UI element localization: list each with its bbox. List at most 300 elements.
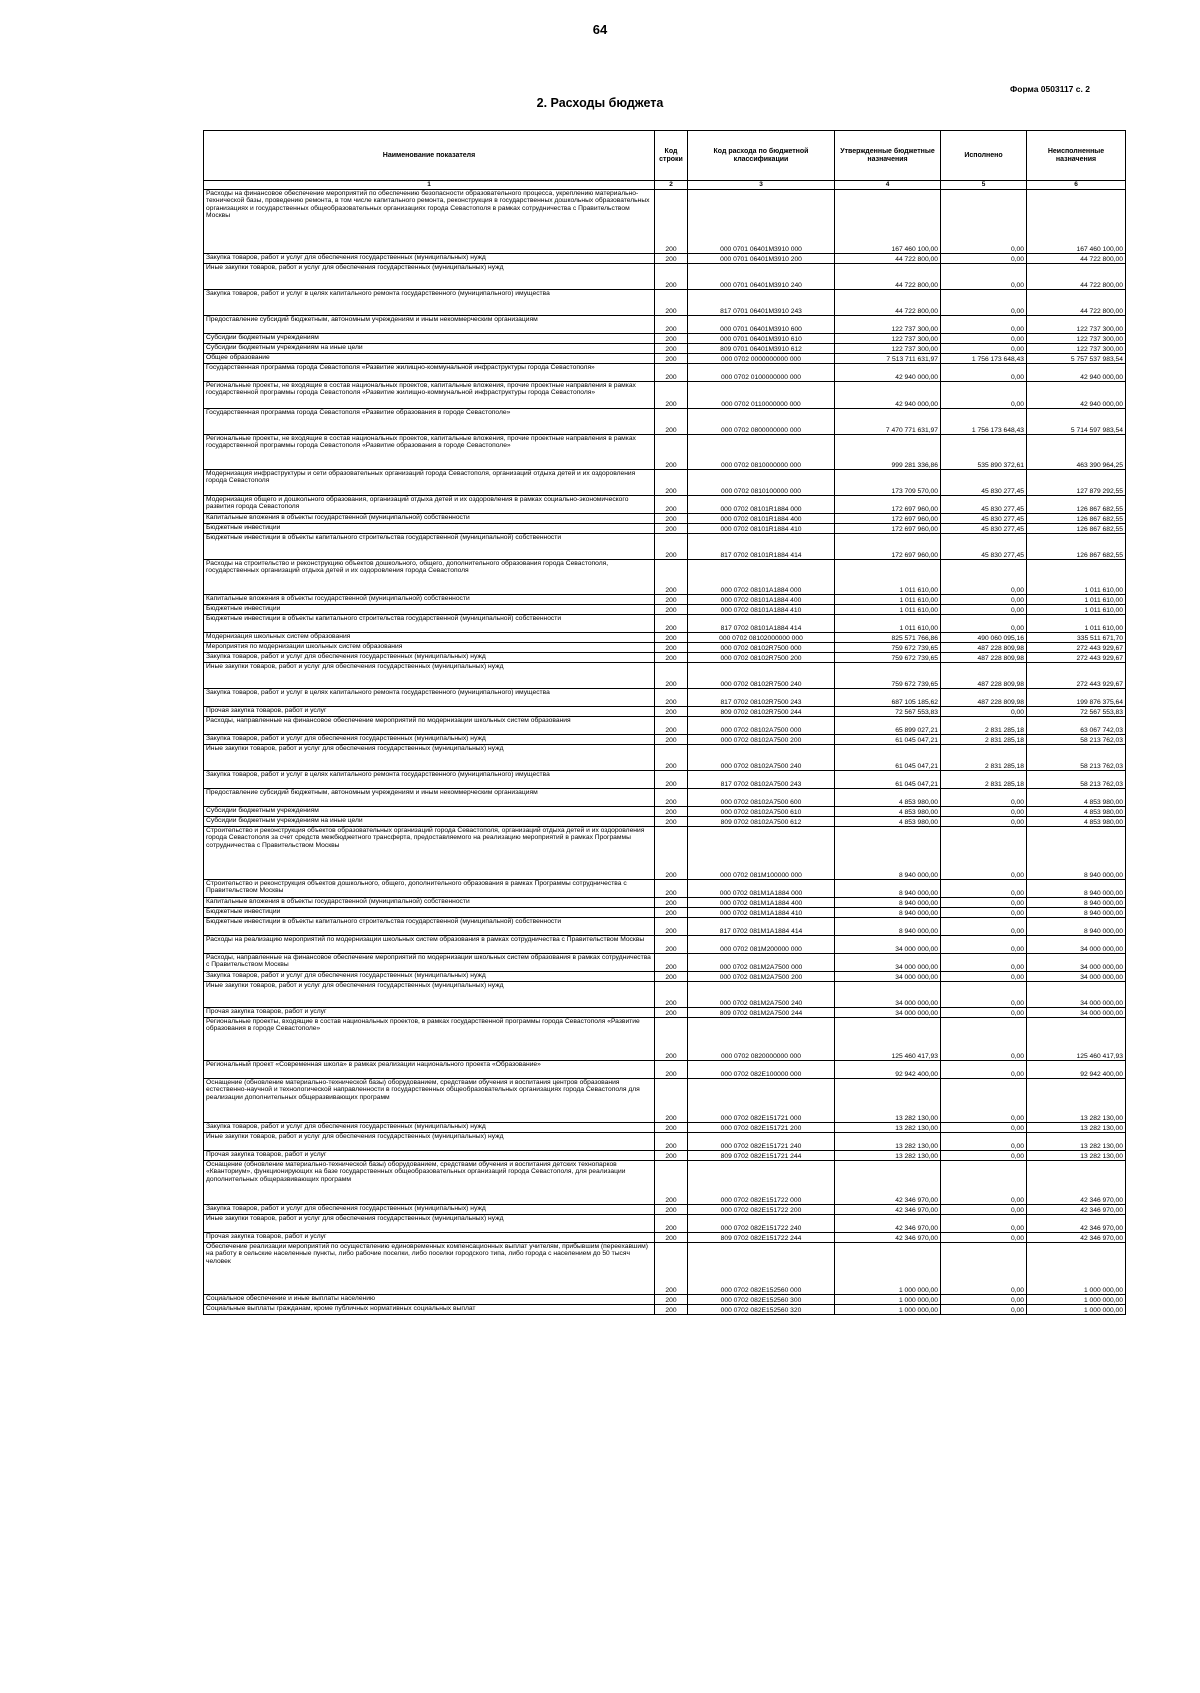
unexecuted-amount-cell: 463 390 964,25 xyxy=(1027,435,1126,470)
classification-code-cell: 000 0701 06401М3910 000 xyxy=(688,190,835,254)
executed-amount-cell: 2 831 285,18 xyxy=(941,745,1027,771)
table-row xyxy=(204,707,1126,717)
unexecuted-amount-cell: 4 853 980,00 xyxy=(1027,789,1126,807)
approved-amount-cell: 4 853 980,00 xyxy=(835,817,941,827)
classification-code-cell: 817 0702 08102A7500 243 xyxy=(688,771,835,789)
unexecuted-amount-cell: 122 737 300,00 xyxy=(1027,334,1126,344)
indicator-name-cell: Расходы на финансовое обеспечение мероприятий по обеспечению безопасности образовательного процесса, укреплению материально-технической базы, проведению ремонта, в том числе капитального ремонта, реконструкция в государственных дошкольных образовательных организациях и государственных общеобразовательных организациях города Севастополя в рамках сотрудничества с Правительством Москвы xyxy=(204,190,655,254)
executed-amount-cell: 0,00 xyxy=(941,827,1027,880)
unexecuted-amount-cell: 44 722 800,00 xyxy=(1027,290,1126,316)
classification-code-cell: 000 0701 06401М3910 600 xyxy=(688,316,835,334)
classification-code-cell: 817 0701 06401М3910 243 xyxy=(688,290,835,316)
executed-amount-cell: 0,00 xyxy=(941,908,1027,918)
column-header-name: Наименование показателя xyxy=(204,131,655,181)
indicator-name-cell: Расходы, направленные на финансовое обеспечение мероприятий по модернизации школьных систем образования в рамках сотрудничества с Правительством Москвы xyxy=(204,954,655,972)
approved-amount-cell: 825 571 766,86 xyxy=(835,633,941,643)
table-row xyxy=(204,470,1126,496)
line-code-cell: 200 xyxy=(655,789,688,807)
executed-amount-cell: 0,00 xyxy=(941,817,1027,827)
executed-amount-cell: 0,00 xyxy=(941,264,1027,290)
unexecuted-amount-cell: 8 940 000,00 xyxy=(1027,908,1126,918)
unexecuted-amount-cell: 8 940 000,00 xyxy=(1027,827,1126,880)
executed-amount-cell: 0,00 xyxy=(941,1305,1027,1315)
line-code-cell: 200 xyxy=(655,954,688,972)
indicator-name-cell: Государственная программа города Севастополя «Развитие жилищно-коммунальной инфраструктуры города Севастополя» xyxy=(204,364,655,382)
classification-code-cell: 000 0702 082E100000 000 xyxy=(688,1061,835,1079)
indicator-name-cell: Иные закупки товаров, работ и услуг для обеспечения государственных (муниципальных) нужд xyxy=(204,982,655,1008)
line-code-cell: 200 xyxy=(655,334,688,344)
indicator-name-cell: Закупка товаров, работ и услуг для обеспечения государственных (муниципальных) нужд xyxy=(204,653,655,663)
approved-amount-cell: 1 011 610,00 xyxy=(835,560,941,595)
approved-amount-cell: 13 282 130,00 xyxy=(835,1151,941,1161)
budget-rows xyxy=(204,190,1126,1315)
executed-amount-cell: 0,00 xyxy=(941,382,1027,409)
classification-code-cell: 000 0702 08102A7500 610 xyxy=(688,807,835,817)
executed-amount-cell: 0,00 xyxy=(941,344,1027,354)
executed-amount-cell: 535 890 372,61 xyxy=(941,435,1027,470)
line-code-cell: 200 xyxy=(655,663,688,689)
line-code-cell: 200 xyxy=(655,689,688,707)
unexecuted-amount-cell: 126 867 682,55 xyxy=(1027,496,1126,514)
indicator-name-cell: Общее образование xyxy=(204,354,655,364)
column-number: 1 xyxy=(204,181,655,190)
indicator-name-cell: Расходы на строительство и реконструкцию объектов дошкольного, общего, дополнительного образования города Севастополя, государственных организаций отдыха детей и их оздоровления города Севастополя xyxy=(204,560,655,595)
table-row xyxy=(204,745,1126,771)
approved-amount-cell: 13 282 130,00 xyxy=(835,1123,941,1133)
executed-amount-cell: 0,00 xyxy=(941,1061,1027,1079)
indicator-name-cell: Расходы на реализацию мероприятий по модернизации школьных систем образования в рамках сотрудничества с Правительством Москвы xyxy=(204,936,655,954)
unexecuted-amount-cell: 34 000 000,00 xyxy=(1027,982,1126,1008)
table-row xyxy=(204,653,1126,663)
classification-code-cell: 000 0701 06401М3910 610 xyxy=(688,334,835,344)
table-row xyxy=(204,717,1126,735)
executed-amount-cell: 0,00 xyxy=(941,1161,1027,1205)
line-code-cell: 200 xyxy=(655,1133,688,1151)
approved-amount-cell: 759 672 739,65 xyxy=(835,663,941,689)
executed-amount-cell: 2 831 285,18 xyxy=(941,735,1027,745)
line-code-cell: 200 xyxy=(655,717,688,735)
classification-code-cell: 000 0702 08102A7500 600 xyxy=(688,789,835,807)
indicator-name-cell: Государственная программа города Севастополя «Развитие образования в городе Севастополе» xyxy=(204,409,655,435)
indicator-name-cell: Региональные проекты, входящие в состав национальных проектов, в рамках государственной программы города Севастополя «Развитие образования в городе Севастополе» xyxy=(204,1018,655,1061)
approved-amount-cell: 1 011 610,00 xyxy=(835,595,941,605)
approved-amount-cell: 34 000 000,00 xyxy=(835,972,941,982)
classification-code-cell: 000 0701 06401М3910 240 xyxy=(688,264,835,290)
table-row xyxy=(204,643,1126,653)
executed-amount-cell: 0,00 xyxy=(941,364,1027,382)
unexecuted-amount-cell: 58 213 762,03 xyxy=(1027,771,1126,789)
line-code-cell: 200 xyxy=(655,1205,688,1215)
approved-amount-cell: 7 513 711 631,97 xyxy=(835,354,941,364)
executed-amount-cell: 0,00 xyxy=(941,807,1027,817)
table-row xyxy=(204,1305,1126,1315)
table-row xyxy=(204,254,1126,264)
classification-code-cell: 000 0702 081M2A7500 240 xyxy=(688,982,835,1008)
table-row xyxy=(204,1215,1126,1233)
unexecuted-amount-cell: 8 940 000,00 xyxy=(1027,918,1126,936)
approved-amount-cell: 1 011 610,00 xyxy=(835,605,941,615)
page-number: 64 xyxy=(592,22,608,37)
classification-code-cell: 000 0702 081M1A1884 410 xyxy=(688,908,835,918)
line-code-cell: 200 xyxy=(655,735,688,745)
indicator-name-cell: Бюджетные инвестиции xyxy=(204,524,655,534)
line-code-cell: 200 xyxy=(655,560,688,595)
line-code-cell: 200 xyxy=(655,1161,688,1205)
executed-amount-cell: 0,00 xyxy=(941,290,1027,316)
classification-code-cell: 000 0702 081M1A1884 000 xyxy=(688,880,835,898)
classification-code-cell: 000 0702 081M100000 000 xyxy=(688,827,835,880)
unexecuted-amount-cell: 58 213 762,03 xyxy=(1027,735,1126,745)
indicator-name-cell: Прочая закупка товаров, работ и услуг xyxy=(204,1008,655,1018)
column-number-row xyxy=(204,181,1126,190)
line-code-cell: 200 xyxy=(655,435,688,470)
line-code-cell: 200 xyxy=(655,290,688,316)
unexecuted-amount-cell: 272 443 929,67 xyxy=(1027,663,1126,689)
indicator-name-cell: Иные закупки товаров, работ и услуг для обеспечения государственных (муниципальных) нужд xyxy=(204,745,655,771)
column-header-executed: Исполнено xyxy=(941,131,1027,181)
executed-amount-cell: 0,00 xyxy=(941,254,1027,264)
approved-amount-cell: 122 737 300,00 xyxy=(835,316,941,334)
column-number: 6 xyxy=(1027,181,1126,190)
table-row xyxy=(204,1243,1126,1295)
table-row xyxy=(204,435,1126,470)
line-code-cell: 200 xyxy=(655,633,688,643)
indicator-name-cell: Оснащение (обновление материально-технической базы) оборудованием, средствами обучения и воспитания детских технопарков «Кванториум», функционирующих на базе государственных общеобразовательных организаций города Севастополя, для реализации дополнительных общеразвивающих программ xyxy=(204,1161,655,1205)
unexecuted-amount-cell: 8 940 000,00 xyxy=(1027,898,1126,908)
approved-amount-cell: 8 940 000,00 xyxy=(835,908,941,918)
unexecuted-amount-cell: 1 000 000,00 xyxy=(1027,1305,1126,1315)
table-row xyxy=(204,1123,1126,1133)
indicator-name-cell: Бюджетные инвестиции в объекты капитального строительства государственной (муниципальной) собственности xyxy=(204,615,655,633)
table-row xyxy=(204,1061,1126,1079)
approved-amount-cell: 92 942 400,00 xyxy=(835,1061,941,1079)
line-code-cell: 200 xyxy=(655,470,688,496)
approved-amount-cell: 8 940 000,00 xyxy=(835,827,941,880)
unexecuted-amount-cell: 44 722 800,00 xyxy=(1027,254,1126,264)
line-code-cell: 200 xyxy=(655,514,688,524)
line-code-cell: 200 xyxy=(655,745,688,771)
classification-code-cell: 000 0702 081M200000 000 xyxy=(688,936,835,954)
executed-amount-cell: 0,00 xyxy=(941,972,1027,982)
approved-amount-cell: 172 697 960,00 xyxy=(835,496,941,514)
line-code-cell: 200 xyxy=(655,1243,688,1295)
classification-code-cell: 000 0702 0110000000 000 xyxy=(688,382,835,409)
unexecuted-amount-cell: 167 460 100,00 xyxy=(1027,190,1126,254)
table-row xyxy=(204,1233,1126,1243)
approved-amount-cell: 42 346 970,00 xyxy=(835,1233,941,1243)
table-row xyxy=(204,514,1126,524)
table-row xyxy=(204,1018,1126,1061)
budget-expenses-table xyxy=(203,130,1126,1315)
unexecuted-amount-cell: 44 722 800,00 xyxy=(1027,264,1126,290)
approved-amount-cell: 61 045 047,21 xyxy=(835,771,941,789)
column-header-line-code: Код строки xyxy=(655,131,688,181)
table-row xyxy=(204,605,1126,615)
line-code-cell: 200 xyxy=(655,1215,688,1233)
unexecuted-amount-cell: 199 876 375,64 xyxy=(1027,689,1126,707)
line-code-cell: 200 xyxy=(655,524,688,534)
table-row xyxy=(204,982,1126,1008)
approved-amount-cell: 1 000 000,00 xyxy=(835,1243,941,1295)
indicator-name-cell: Капитальные вложения в объекты государственной (муниципальной) собственности xyxy=(204,595,655,605)
executed-amount-cell: 0,00 xyxy=(941,1243,1027,1295)
table-row xyxy=(204,771,1126,789)
indicator-name-cell: Закупка товаров, работ и услуг в целях капитального ремонта государственного (муниципального) имущества xyxy=(204,290,655,316)
indicator-name-cell: Бюджетные инвестиции xyxy=(204,605,655,615)
executed-amount-cell: 0,00 xyxy=(941,316,1027,334)
line-code-cell: 200 xyxy=(655,1061,688,1079)
approved-amount-cell: 172 697 960,00 xyxy=(835,534,941,560)
approved-amount-cell: 173 709 570,00 xyxy=(835,470,941,496)
unexecuted-amount-cell: 72 567 553,83 xyxy=(1027,707,1126,717)
executed-amount-cell: 487 228 809,98 xyxy=(941,663,1027,689)
line-code-cell: 200 xyxy=(655,653,688,663)
indicator-name-cell: Закупка товаров, работ и услуг в целях капитального ремонта государственного (муниципального) имущества xyxy=(204,689,655,707)
table-row xyxy=(204,496,1126,514)
indicator-name-cell: Субсидии бюджетным учреждениям на иные цели xyxy=(204,817,655,827)
classification-code-cell: 000 0702 0100000000 000 xyxy=(688,364,835,382)
executed-amount-cell: 0,00 xyxy=(941,1295,1027,1305)
indicator-name-cell: Закупка товаров, работ и услуг для обеспечения государственных (муниципальных) нужд xyxy=(204,735,655,745)
table-row xyxy=(204,918,1126,936)
table-row xyxy=(204,954,1126,972)
line-code-cell: 200 xyxy=(655,1018,688,1061)
unexecuted-amount-cell: 126 867 682,55 xyxy=(1027,524,1126,534)
approved-amount-cell: 7 470 771 631,97 xyxy=(835,409,941,435)
line-code-cell: 200 xyxy=(655,605,688,615)
table-row xyxy=(204,190,1126,254)
executed-amount-cell: 0,00 xyxy=(941,1123,1027,1133)
line-code-cell: 200 xyxy=(655,817,688,827)
executed-amount-cell: 0,00 xyxy=(941,334,1027,344)
table-row xyxy=(204,972,1126,982)
executed-amount-cell: 45 830 277,45 xyxy=(941,470,1027,496)
approved-amount-cell: 34 000 000,00 xyxy=(835,954,941,972)
indicator-name-cell: Бюджетные инвестиции в объекты капитального строительства государственной (муниципальной) собственности xyxy=(204,918,655,936)
line-code-cell: 200 xyxy=(655,827,688,880)
approved-amount-cell: 4 853 980,00 xyxy=(835,807,941,817)
executed-amount-cell: 0,00 xyxy=(941,898,1027,908)
classification-code-cell: 000 0702 0000000000 000 xyxy=(688,354,835,364)
unexecuted-amount-cell: 272 443 929,67 xyxy=(1027,643,1126,653)
approved-amount-cell: 1 000 000,00 xyxy=(835,1295,941,1305)
table-row xyxy=(204,364,1126,382)
classification-code-cell: 000 0702 082E151721 200 xyxy=(688,1123,835,1133)
indicator-name-cell: Закупка товаров, работ и услуг для обеспечения государственных (муниципальных) нужд xyxy=(204,1205,655,1215)
classification-code-cell: 000 0702 082E151722 000 xyxy=(688,1161,835,1205)
approved-amount-cell: 759 672 739,65 xyxy=(835,643,941,653)
indicator-name-cell: Обеспечение реализации мероприятий по осуществлению единовременных компенсационных выплат учителям, прибывшим (переехавшим) на работу в сельские населенные пункты, либо рабочие поселки, либо поселки городского типа, либо города с населением до 50 тысяч человек xyxy=(204,1243,655,1295)
unexecuted-amount-cell: 34 000 000,00 xyxy=(1027,954,1126,972)
unexecuted-amount-cell: 42 346 970,00 xyxy=(1027,1161,1126,1205)
unexecuted-amount-cell: 13 282 130,00 xyxy=(1027,1151,1126,1161)
column-header-unexecuted: Неисполненные назначения xyxy=(1027,131,1126,181)
approved-amount-cell: 61 045 047,21 xyxy=(835,745,941,771)
table-row xyxy=(204,1295,1126,1305)
classification-code-cell: 000 0702 081M2A7500 200 xyxy=(688,972,835,982)
classification-code-cell: 000 0702 08102R7500 000 xyxy=(688,643,835,653)
line-code-cell: 200 xyxy=(655,771,688,789)
unexecuted-amount-cell: 4 853 980,00 xyxy=(1027,807,1126,817)
unexecuted-amount-cell: 122 737 300,00 xyxy=(1027,316,1126,334)
unexecuted-amount-cell: 127 879 292,55 xyxy=(1027,470,1126,496)
indicator-name-cell: Субсидии бюджетным учреждениям xyxy=(204,334,655,344)
classification-code-cell: 809 0701 06401М3910 612 xyxy=(688,344,835,354)
unexecuted-amount-cell: 125 460 417,93 xyxy=(1027,1018,1126,1061)
approved-amount-cell: 999 281 336,86 xyxy=(835,435,941,470)
approved-amount-cell: 34 000 000,00 xyxy=(835,936,941,954)
approved-amount-cell: 1 011 610,00 xyxy=(835,615,941,633)
line-code-cell: 200 xyxy=(655,707,688,717)
table-row xyxy=(204,524,1126,534)
classification-code-cell: 000 0702 0810100000 000 xyxy=(688,470,835,496)
unexecuted-amount-cell: 126 867 682,55 xyxy=(1027,514,1126,524)
indicator-name-cell: Прочая закупка товаров, работ и услуг xyxy=(204,1233,655,1243)
line-code-cell: 200 xyxy=(655,1079,688,1123)
classification-code-cell: 809 0702 08102A7500 612 xyxy=(688,817,835,827)
report-title: 2. Расходы бюджета xyxy=(536,96,664,110)
table-row xyxy=(204,1008,1126,1018)
classification-code-cell: 809 0702 082E151721 244 xyxy=(688,1151,835,1161)
classification-code-cell: 000 0702 08101R1884 000 xyxy=(688,496,835,514)
approved-amount-cell: 61 045 047,21 xyxy=(835,735,941,745)
form-code: Форма 0503117 с. 2 xyxy=(1010,84,1090,94)
approved-amount-cell: 167 460 100,00 xyxy=(835,190,941,254)
classification-code-cell: 000 0702 08102000000 000 xyxy=(688,633,835,643)
classification-code-cell: 000 0702 0820000000 000 xyxy=(688,1018,835,1061)
approved-amount-cell: 125 460 417,93 xyxy=(835,1018,941,1061)
table-row xyxy=(204,1151,1126,1161)
line-code-cell: 200 xyxy=(655,908,688,918)
executed-amount-cell: 0,00 xyxy=(941,789,1027,807)
unexecuted-amount-cell: 1 011 610,00 xyxy=(1027,605,1126,615)
line-code-cell: 200 xyxy=(655,1305,688,1315)
line-code-cell: 200 xyxy=(655,807,688,817)
executed-amount-cell: 0,00 xyxy=(941,954,1027,972)
indicator-name-cell: Бюджетные инвестиции в объекты капитального строительства государственной (муниципальной) собственности xyxy=(204,534,655,560)
executed-amount-cell: 1 756 173 648,43 xyxy=(941,409,1027,435)
indicator-name-cell: Прочая закупка товаров, работ и услуг xyxy=(204,1151,655,1161)
classification-code-cell: 000 0702 082E152560 320 xyxy=(688,1305,835,1315)
indicator-name-cell: Расходы, направленные на финансовое обеспечение мероприятий по модернизации школьных систем образования xyxy=(204,717,655,735)
executed-amount-cell: 0,00 xyxy=(941,1151,1027,1161)
table-row xyxy=(204,689,1126,707)
unexecuted-amount-cell: 1 011 610,00 xyxy=(1027,595,1126,605)
unexecuted-amount-cell: 4 853 980,00 xyxy=(1027,817,1126,827)
table-row xyxy=(204,344,1126,354)
classification-code-cell: 000 0702 082E152560 300 xyxy=(688,1295,835,1305)
table-row xyxy=(204,807,1126,817)
approved-amount-cell: 13 282 130,00 xyxy=(835,1133,941,1151)
approved-amount-cell: 44 722 800,00 xyxy=(835,290,941,316)
unexecuted-amount-cell: 1 000 000,00 xyxy=(1027,1243,1126,1295)
unexecuted-amount-cell: 1 011 610,00 xyxy=(1027,560,1126,595)
table-row xyxy=(204,290,1126,316)
indicator-name-cell: Социальное обеспечение и иные выплаты населению xyxy=(204,1295,655,1305)
line-code-cell: 200 xyxy=(655,615,688,633)
indicator-name-cell: Капитальные вложения в объекты государственной (муниципальной) собственности xyxy=(204,514,655,524)
approved-amount-cell: 42 346 970,00 xyxy=(835,1161,941,1205)
line-code-cell: 200 xyxy=(655,1123,688,1133)
executed-amount-cell: 45 830 277,45 xyxy=(941,496,1027,514)
approved-amount-cell: 687 105 185,62 xyxy=(835,689,941,707)
indicator-name-cell: Субсидии бюджетным учреждениям xyxy=(204,807,655,817)
indicator-name-cell: Предоставление субсидий бюджетным, автономным учреждениям и иным некоммерческим организациям xyxy=(204,789,655,807)
indicator-name-cell: Иные закупки товаров, работ и услуг для обеспечения государственных (муниципальных) нужд xyxy=(204,1215,655,1233)
unexecuted-amount-cell: 42 346 970,00 xyxy=(1027,1205,1126,1215)
classification-code-cell: 000 0702 0800000000 000 xyxy=(688,409,835,435)
approved-amount-cell: 8 940 000,00 xyxy=(835,880,941,898)
classification-code-cell: 000 0702 082E151721 000 xyxy=(688,1079,835,1123)
line-code-cell: 200 xyxy=(655,344,688,354)
table-row xyxy=(204,334,1126,344)
indicator-name-cell: Субсидии бюджетным учреждениям на иные цели xyxy=(204,344,655,354)
line-code-cell: 200 xyxy=(655,409,688,435)
indicator-name-cell: Модернизация школьных систем образования xyxy=(204,633,655,643)
table-row xyxy=(204,663,1126,689)
approved-amount-cell: 34 000 000,00 xyxy=(835,982,941,1008)
executed-amount-cell: 0,00 xyxy=(941,560,1027,595)
unexecuted-amount-cell: 34 000 000,00 xyxy=(1027,1008,1126,1018)
approved-amount-cell: 34 000 000,00 xyxy=(835,1008,941,1018)
line-code-cell: 200 xyxy=(655,1151,688,1161)
table-row xyxy=(204,354,1126,364)
executed-amount-cell: 0,00 xyxy=(941,190,1027,254)
column-header-approved: Утвержденные бюджетные назначения xyxy=(835,131,941,181)
indicator-name-cell: Иные закупки товаров, работ и услуг для обеспечения государственных (муниципальных) нужд xyxy=(204,264,655,290)
unexecuted-amount-cell: 13 282 130,00 xyxy=(1027,1079,1126,1123)
executed-amount-cell: 0,00 xyxy=(941,936,1027,954)
table-row xyxy=(204,1133,1126,1151)
executed-amount-cell: 1 756 173 648,43 xyxy=(941,354,1027,364)
table-row xyxy=(204,898,1126,908)
executed-amount-cell: 0,00 xyxy=(941,1133,1027,1151)
table-row xyxy=(204,817,1126,827)
approved-amount-cell: 4 853 980,00 xyxy=(835,789,941,807)
classification-code-cell: 000 0702 081M1A1884 400 xyxy=(688,898,835,908)
unexecuted-amount-cell: 63 067 742,03 xyxy=(1027,717,1126,735)
table-row xyxy=(204,827,1126,880)
unexecuted-amount-cell: 92 942 400,00 xyxy=(1027,1061,1126,1079)
indicator-name-cell: Региональный проект «Современная школа» в рамках реализации национального проекта «Образование» xyxy=(204,1061,655,1079)
unexecuted-amount-cell: 126 867 682,55 xyxy=(1027,534,1126,560)
classification-code-cell: 809 0702 081M2A7500 244 xyxy=(688,1008,835,1018)
classification-code-cell: 809 0702 082E151722 244 xyxy=(688,1233,835,1243)
executed-amount-cell: 490 060 095,16 xyxy=(941,633,1027,643)
approved-amount-cell: 172 697 960,00 xyxy=(835,524,941,534)
line-code-cell: 200 xyxy=(655,643,688,653)
executed-amount-cell: 0,00 xyxy=(941,595,1027,605)
table-row xyxy=(204,633,1126,643)
approved-amount-cell: 44 722 800,00 xyxy=(835,264,941,290)
table-row xyxy=(204,382,1126,409)
indicator-name-cell: Капитальные вложения в объекты государственной (муниципальной) собственности xyxy=(204,898,655,908)
table-row xyxy=(204,595,1126,605)
unexecuted-amount-cell: 13 282 130,00 xyxy=(1027,1133,1126,1151)
executed-amount-cell: 0,00 xyxy=(941,707,1027,717)
executed-amount-cell: 0,00 xyxy=(941,1079,1027,1123)
unexecuted-amount-cell: 1 011 610,00 xyxy=(1027,615,1126,633)
classification-code-cell: 000 0702 082E151722 240 xyxy=(688,1215,835,1233)
executed-amount-cell: 0,00 xyxy=(941,1215,1027,1233)
classification-code-cell: 809 0702 08102R7500 244 xyxy=(688,707,835,717)
classification-code-cell: 000 0702 0810000000 000 xyxy=(688,435,835,470)
line-code-cell: 200 xyxy=(655,264,688,290)
indicator-name-cell: Закупка товаров, работ и услуг для обеспечения государственных (муниципальных) нужд xyxy=(204,254,655,264)
executed-amount-cell: 2 831 285,18 xyxy=(941,717,1027,735)
executed-amount-cell: 0,00 xyxy=(941,1233,1027,1243)
table-row xyxy=(204,409,1126,435)
